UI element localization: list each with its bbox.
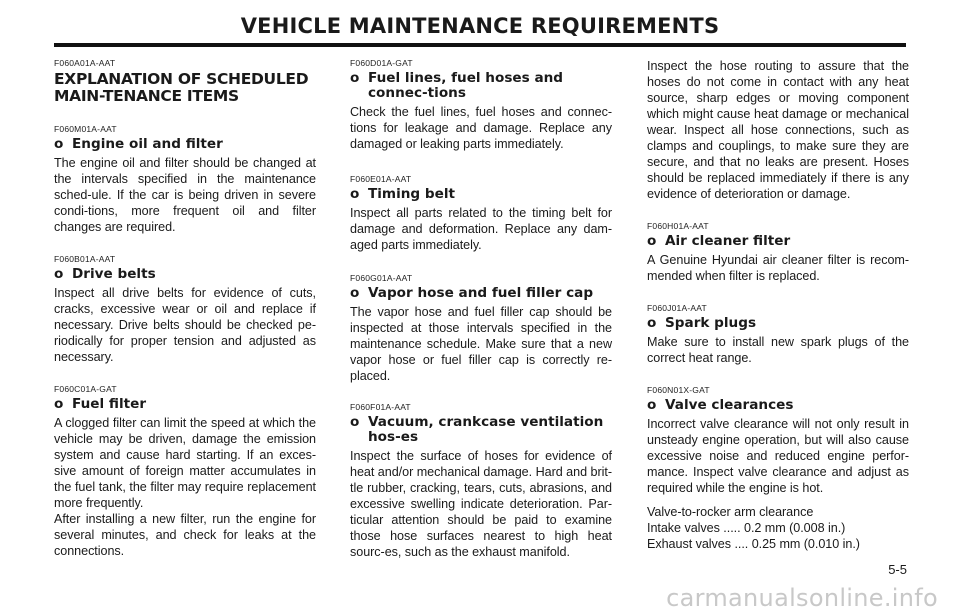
section-body: Inspect all drive belts for evidence of cuts, cracks, excessive wear or oil and replace if necessary. Drive belts should be checked pe-riodically for proper tension and adjusted as necessary.: [54, 286, 316, 364]
section-fuel-filter: [54, 384, 316, 559]
section-body: Inspect the hose routing to assure that the hoses do not come in contact with any heat source, sharp edges or moving component which might cause heat damage or mechanical wear. Inspect all hose connections, such as clamps and couplings, to make sure they are secure, and that no leaks are present. Hoses should be replaced immediately if there is any evidence of deterioration or damage.: [647, 59, 909, 201]
bullet-marker: o: [647, 233, 657, 249]
section-body: A clogged filter can limit the speed at which the vehicle may be driven, damage the emission system and cause hard starting. If an exces-sive amount of foreign matter accumulates in the fuel tank, the filter may require replacement more frequently.: [54, 416, 316, 510]
heading-text: Air cleaner filter: [665, 233, 791, 249]
bullet-marker: o: [350, 285, 360, 301]
section-body: The vapor hose and fuel filler cap should be inspected at those intervals specified in the maintenance schedule. Make sure that a new vapor hose or fuel filler cap is correctly re-placed.: [350, 305, 612, 383]
section-body: Incorrect valve clearance will not only result in unsteady engine operation, but will also cause excessive noise and reduced engine perfor-mance. Inspect valve clearance and adjust as required while the engine is hot.: [647, 417, 909, 495]
bullet-marker: o: [350, 186, 360, 202]
page-title: VEHICLE MAINTENANCE REQUIREMENTS: [240, 14, 720, 38]
section-heading: [350, 71, 612, 101]
section-air-cleaner: [647, 221, 909, 284]
section-body: Inspect all parts related to the timing belt for damage and deformation. Replace any dam-aged parts immediately.: [350, 206, 612, 252]
page-number: 5-5: [888, 562, 907, 577]
section-code: F060G01A-AAT: [350, 273, 413, 283]
section-spark-plugs: [647, 303, 909, 366]
section-timing-belt: [350, 174, 612, 253]
section-heading: [54, 397, 316, 412]
bullet-marker: o: [350, 414, 360, 430]
section-code: F060A01A-AAT: [54, 58, 116, 68]
section-heading: [350, 187, 612, 202]
section-heading: [54, 137, 316, 152]
section-code: F060N01X-GAT: [647, 385, 710, 395]
column-middle: [350, 58, 612, 560]
section-heading: [647, 316, 909, 331]
bullet-marker: o: [54, 396, 64, 412]
section-intro: [54, 58, 316, 105]
section-vacuum-hoses: [350, 402, 612, 560]
heading-text: Fuel lines, fuel hoses and connec-tions: [368, 70, 564, 101]
section-body: A Genuine Hyundai air cleaner filter is recom-mended when filter is replaced.: [647, 253, 909, 283]
section-heading: [350, 415, 612, 445]
section-body-continued: After installing a new filter, run the engine for several minutes, and check for leaks at the connections.: [54, 512, 316, 558]
section-body: Check the fuel lines, fuel hoses and connec-tions for leakage and damage. Replace any damaged or leaking parts immediately.: [350, 105, 612, 151]
bullet-marker: o: [54, 136, 64, 152]
heading-text: Timing belt: [368, 186, 456, 202]
spec-title: Valve-to-rocker arm clearance: [647, 505, 814, 519]
section-code: F060D01A-GAT: [350, 58, 413, 68]
bullet-marker: o: [647, 315, 657, 331]
title-rule: [54, 43, 906, 47]
section-heading: [54, 267, 316, 282]
section-code: F060B01A-AAT: [54, 254, 116, 264]
section-code: F060H01A-AAT: [647, 221, 709, 231]
section-code: F060J01A-AAT: [647, 303, 707, 313]
spec-exhaust: Exhaust valves .... 0.25 mm (0.010 in.): [647, 537, 860, 551]
section-heading: [647, 398, 909, 413]
column-left: [54, 58, 316, 559]
heading-text: Fuel filter: [72, 396, 147, 412]
bullet-marker: o: [647, 397, 657, 413]
watermark: carmanualsonline.info: [666, 584, 938, 612]
bullet-marker: o: [54, 266, 64, 282]
section-body: Make sure to install new spark plugs of the correct heat range.: [647, 335, 909, 365]
section-code: F060C01A-GAT: [54, 384, 117, 394]
section-drive-belts: [54, 254, 316, 365]
heading-text: Drive belts: [72, 266, 156, 282]
section-code: F060M01A-AAT: [54, 124, 117, 134]
section-code: F060F01A-AAT: [350, 402, 411, 412]
section-body: Inspect the surface of hoses for evidence of heat and/or mechanical damage. Hard and brit-tle rubber, cracking, tears, cuts, abrasions, and excessive swelling indicate deterioration. Par-ticular attention should be paid to examine those hose surfaces nearest to high heat sourc-es, such as the exhaust manifold.: [350, 449, 612, 559]
section-code: F060E01A-AAT: [350, 174, 412, 184]
heading-text: Valve clearances: [665, 397, 794, 413]
column-right: [647, 58, 909, 552]
heading-text: Spark plugs: [665, 315, 757, 331]
heading-text: Vacuum, crankcase ventilation hos-es: [368, 414, 604, 445]
section-valve-clearances: [647, 385, 909, 552]
section-heading: EXPLANATION OF SCHEDULED MAIN-TENANCE ITEMS: [54, 70, 309, 105]
bullet-marker: o: [350, 70, 360, 86]
section-fuel-lines: [350, 58, 612, 152]
section-heading: [350, 286, 612, 301]
section-vapor-hose: [350, 273, 612, 384]
spec-intake: Intake valves ..... 0.2 mm (0.008 in.): [647, 521, 846, 535]
section-body: The engine oil and filter should be changed at the intervals specified in the maintenance sched-ule. If the car is being driven in severe condi-tions, more frequent oil and filter changes are required.: [54, 156, 316, 234]
heading-text: Engine oil and filter: [72, 136, 223, 152]
heading-text: Vapor hose and fuel filler cap: [368, 285, 594, 301]
section-heading: [647, 234, 909, 249]
section-engine-oil: [54, 124, 316, 235]
section-hose-routing: [647, 58, 909, 202]
